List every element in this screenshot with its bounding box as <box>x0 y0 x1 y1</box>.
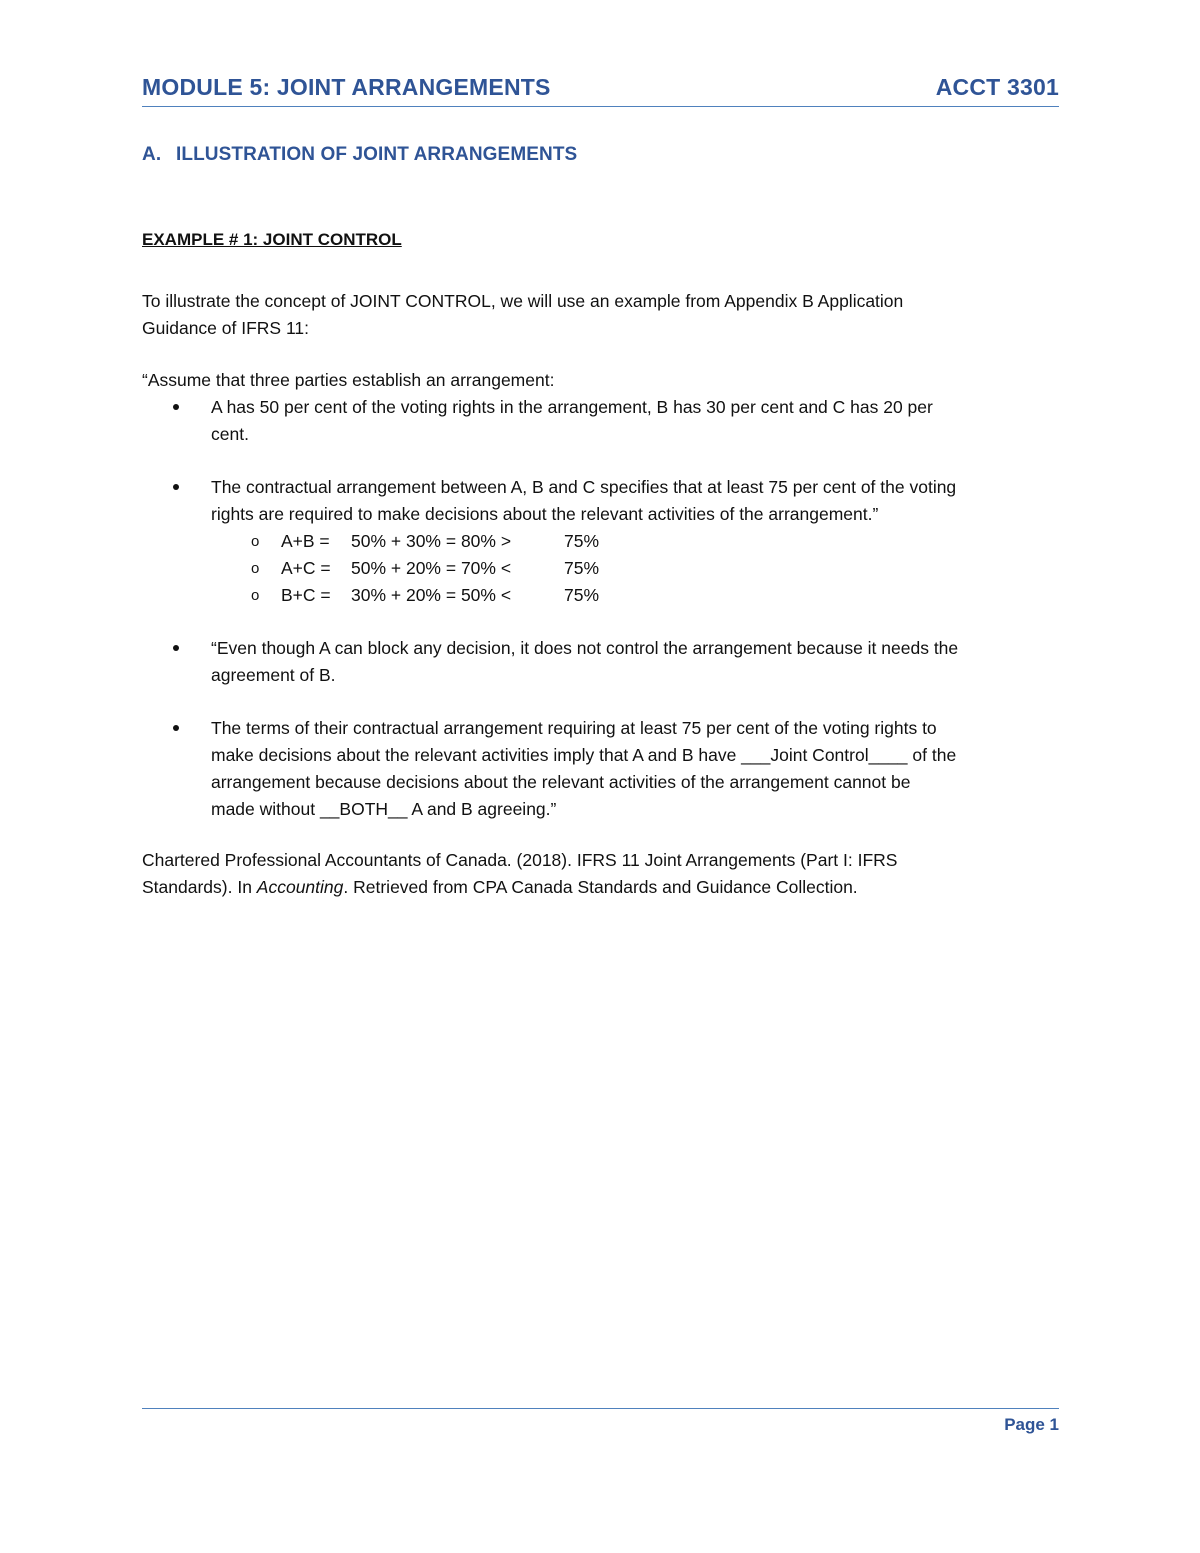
voting-sum: 50% + 20% = 70% < <box>351 558 512 578</box>
bullet-icon <box>173 645 179 651</box>
bullet-icon <box>173 484 179 490</box>
bullet-line: rights are required to make decisions about the relevant activities of the arrangement.” <box>211 504 879 524</box>
header-divider <box>142 106 1059 107</box>
bullet-line: cent. <box>211 424 249 444</box>
page-number: Page 1 <box>1004 1415 1059 1434</box>
section-letter: A. <box>142 144 162 165</box>
section-title: ILLUSTRATION OF JOINT ARRANGEMENTS <box>176 144 578 165</box>
bullet-list <box>142 394 1059 823</box>
bullet-line: “Even though A can block any decision, it does not control the arrangement because it needs the <box>211 638 959 658</box>
party-combination: B+C = <box>281 585 331 605</box>
intro-line: Guidance of IFRS 11: <box>142 318 309 338</box>
citation-italic-title: Accounting <box>256 877 344 897</box>
voting-sum: 30% + 20% = 50% < <box>351 585 512 605</box>
bullet-item <box>142 394 1059 448</box>
bullet-line: agreement of B. <box>211 665 336 685</box>
voting-calculation-row <box>211 555 1059 582</box>
citation-line <box>142 874 1059 901</box>
citation-suffix: . Retrieved from CPA Canada Standards and Guidance Collection. <box>343 877 858 897</box>
citation-prefix: Standards). In <box>142 877 257 897</box>
bullet-line: The terms of their contractual arrangement requiring at least 75 per cent of the voting rights to <box>211 718 937 738</box>
footer-divider <box>142 1408 1059 1409</box>
bullet-item <box>142 635 1059 689</box>
voting-threshold: 75% <box>564 531 600 551</box>
citation-line: Chartered Professional Accountants of Canada. (2018). IFRS 11 Joint Arrangements (Part I: IFRS <box>142 850 898 870</box>
example-title: EXAMPLE # 1: JOINT CONTROL <box>142 230 402 249</box>
intro-paragraph <box>142 288 1059 342</box>
sub-bullet-marker: o <box>251 533 260 550</box>
voting-calculation-list <box>211 528 1059 609</box>
bullet-line: arrangement because decisions about the relevant activities of the arrangement cannot be <box>211 772 911 792</box>
citation-paragraph <box>142 847 1059 901</box>
bullet-line: made without __BOTH__ A and B agreeing.” <box>211 799 557 819</box>
page-header <box>142 74 1059 106</box>
voting-calculation-row <box>211 528 1059 555</box>
bullet-icon <box>173 404 179 410</box>
bullet-item <box>142 715 1059 823</box>
course-code: ACCT 3301 <box>935 74 1059 100</box>
assume-paragraph: “Assume that three parties establish an arrangement: <box>142 370 555 390</box>
bullet-item <box>142 474 1059 609</box>
bullet-line: The contractual arrangement between A, B and C specifies that at least 75 per cent of the voting <box>211 477 957 497</box>
sub-bullet-marker: o <box>251 560 260 577</box>
bullet-line: make decisions about the relevant activities imply that A and B have ___Joint Control____ of the <box>211 745 957 765</box>
voting-calculation-row <box>211 582 1059 609</box>
party-combination: A+C = <box>281 558 331 578</box>
voting-threshold: 75% <box>564 585 600 605</box>
bullet-icon <box>173 725 179 731</box>
sub-bullet-marker: o <box>251 587 260 604</box>
voting-sum: 50% + 30% = 80% > <box>351 531 512 551</box>
section-heading <box>142 144 577 166</box>
intro-line: To illustrate the concept of JOINT CONTROL, we will use an example from Appendix B Application <box>142 291 904 311</box>
party-combination: A+B = <box>281 531 330 551</box>
bullet-line: A has 50 per cent of the voting rights in the arrangement, B has 30 per cent and C has 20 per <box>211 397 933 417</box>
voting-threshold: 75% <box>564 558 600 578</box>
module-title: MODULE 5: JOINT ARRANGEMENTS <box>142 74 551 100</box>
